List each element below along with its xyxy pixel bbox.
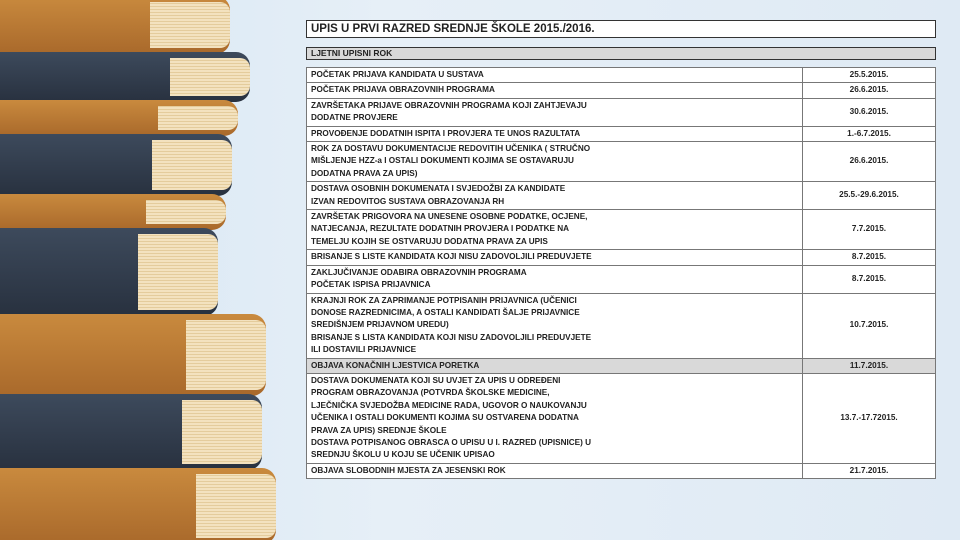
activity-cell bbox=[307, 358, 803, 373]
activity-line: ZAKLJUČIVANJE ODABIRA OBRAZOVNIH PROGRAMA bbox=[311, 267, 527, 277]
table-row bbox=[307, 68, 936, 83]
activity-line: PRAVA ZA UPIS) SREDNJE ŠKOLE bbox=[311, 425, 447, 435]
date-cell: 13.7.-17.72015. bbox=[803, 373, 936, 463]
table-row bbox=[307, 265, 936, 293]
activity-line: BRISANJE S LISTA KANDIDATA KOJI NISU ZADOVOLJILI PREDUVJETE bbox=[311, 332, 592, 342]
table-row bbox=[307, 250, 936, 265]
activity-line: SREDNJU ŠKOLU U KOJU SE UČENIK UPISAO bbox=[311, 450, 495, 460]
schedule-panel bbox=[306, 20, 936, 479]
activity-line: SREDIŠNJEM PRIJAVNOM UREDU) bbox=[311, 320, 449, 330]
activity-cell bbox=[307, 126, 803, 141]
table-row bbox=[307, 126, 936, 141]
date-cell: 11.7.2015. bbox=[803, 358, 936, 373]
schedule-table bbox=[306, 67, 936, 479]
activity-cell bbox=[307, 373, 803, 463]
table-row bbox=[307, 182, 936, 210]
activity-cell bbox=[307, 182, 803, 210]
table-row bbox=[307, 98, 936, 126]
date-cell: 10.7.2015. bbox=[803, 293, 936, 358]
activity-line: BRISANJE S LISTE KANDIDATA KOJI NISU ZADOVOLJILI PREDUVJETE bbox=[311, 252, 592, 262]
table-row bbox=[307, 373, 936, 463]
activity-line: DOSTAVA OSOBNIH DOKUMENATA I SVJEDOŽBI ZA KANDIDATE bbox=[311, 184, 566, 194]
activity-line: DODATNA PRAVA ZA UPIS) bbox=[311, 168, 418, 178]
activity-line: KRAJNJI ROK ZA ZAPRIMANJE POTPISANIH PRIJAVNICA (UČENICI bbox=[311, 295, 577, 305]
activity-cell bbox=[307, 265, 803, 293]
date-cell: 26.6.2015. bbox=[803, 83, 936, 98]
date-cell: 8.7.2015. bbox=[803, 250, 936, 265]
activity-line: ZAVRŠETAK PRIGOVORA NA UNESENE OSOBNE PODATKE, OCJENE, bbox=[311, 212, 588, 222]
activity-line: NATJECANJA, REZULTATE DODATNIH PROVJERA I PODATKE NA bbox=[311, 224, 570, 234]
book-stack-image bbox=[0, 0, 300, 540]
date-cell: 7.7.2015. bbox=[803, 210, 936, 250]
activity-line: DOSTAVA POTPISANOG OBRASCA O UPISU U I. RAZRED (UPISNICE) U bbox=[311, 437, 592, 447]
activity-line: OBJAVA KONAČNIH LJESTVICA PORETKA bbox=[311, 360, 480, 370]
activity-line: ZAVRŠETAKA PRIJAVE OBRAZOVNIH PROGRAMA KOJI ZAHTJEVAJU bbox=[311, 100, 587, 110]
table-row bbox=[307, 83, 936, 98]
activity-cell bbox=[307, 250, 803, 265]
activity-line: POČETAK PRIJAVA KANDIDATA U SUSTAVA bbox=[311, 70, 484, 79]
date-cell: 25.5.-29.6.2015. bbox=[803, 182, 936, 210]
table-row bbox=[307, 293, 936, 358]
section-subtitle: LJETNI UPISNI ROK bbox=[306, 47, 936, 60]
date-cell: 26.6.2015. bbox=[803, 142, 936, 182]
activity-cell bbox=[307, 68, 803, 83]
activity-line: UČENIKA I OSTALI DOKUMENTI KOJIMA SU OSTVARENA DODATNA bbox=[311, 413, 579, 423]
activity-line: PROGRAM OBRAZOVANJA (POTVRDA ŠKOLSKE MEDICINE, bbox=[311, 388, 550, 398]
date-cell: 25.5.2015. bbox=[803, 68, 936, 83]
activity-cell bbox=[307, 210, 803, 250]
activity-line: POČETAK PRIJAVA OBRAZOVNIH PROGRAMA bbox=[311, 85, 495, 95]
date-cell: 8.7.2015. bbox=[803, 265, 936, 293]
activity-cell bbox=[307, 98, 803, 126]
activity-line: ILI DOSTAVILI PRIJAVNICE bbox=[311, 345, 417, 355]
date-cell: 30.6.2015. bbox=[803, 98, 936, 126]
activity-line: PROVOĐENJE DODATNIH ISPITA I PROVJERA TE UNOS RAZULTATA bbox=[311, 128, 581, 138]
date-cell: 1.-6.7.2015. bbox=[803, 126, 936, 141]
table-row bbox=[307, 142, 936, 182]
page-title: UPIS U PRVI RAZRED SREDNJE ŠKOLE 2015./2016. bbox=[306, 20, 936, 38]
activity-line: ROK ZA DOSTAVU DOKUMENTACIJE REDOVITIH UČENIKA ( STRUČNO bbox=[311, 144, 591, 154]
activity-cell bbox=[307, 463, 803, 478]
activity-line: DODATNE PROVJERE bbox=[311, 113, 398, 123]
activity-line: OBJAVA SLOBODNIH MJESTA ZA JESENSKI ROK bbox=[311, 465, 506, 475]
activity-line: POČETAK ISPISA PRIJAVNICA bbox=[311, 280, 431, 290]
activity-cell bbox=[307, 293, 803, 358]
activity-line: IZVAN REDOVITOG SUSTAVA OBRAZOVANJA RH bbox=[311, 196, 505, 206]
table-row bbox=[307, 210, 936, 250]
date-cell: 21.7.2015. bbox=[803, 463, 936, 478]
activity-cell bbox=[307, 142, 803, 182]
table-row bbox=[307, 463, 936, 478]
table-row bbox=[307, 358, 936, 373]
activity-line: TEMELJU KOJIH SE OSTVARUJU DODATNA PRAVA ZA UPIS bbox=[311, 236, 548, 246]
activity-line: DOSTAVA DOKUMENATA KOJI SU UVJET ZA UPIS U ODREĐENI bbox=[311, 375, 561, 385]
activity-line: DONOSE RAZREDNICIMA, A OSTALI KANDIDATI ŠALJE PRIJAVNICE bbox=[311, 307, 580, 317]
activity-line: LJEČNIČKA SVJEDOŽBA MEDICINE RADA, UGOVOR O NAUKOVANJU bbox=[311, 400, 587, 410]
activity-cell bbox=[307, 83, 803, 98]
activity-line: MIŠLJENJE HZZ-a I OSTALI DOKUMENTI KOJIMA SE OSTAVARUJU bbox=[311, 156, 574, 166]
